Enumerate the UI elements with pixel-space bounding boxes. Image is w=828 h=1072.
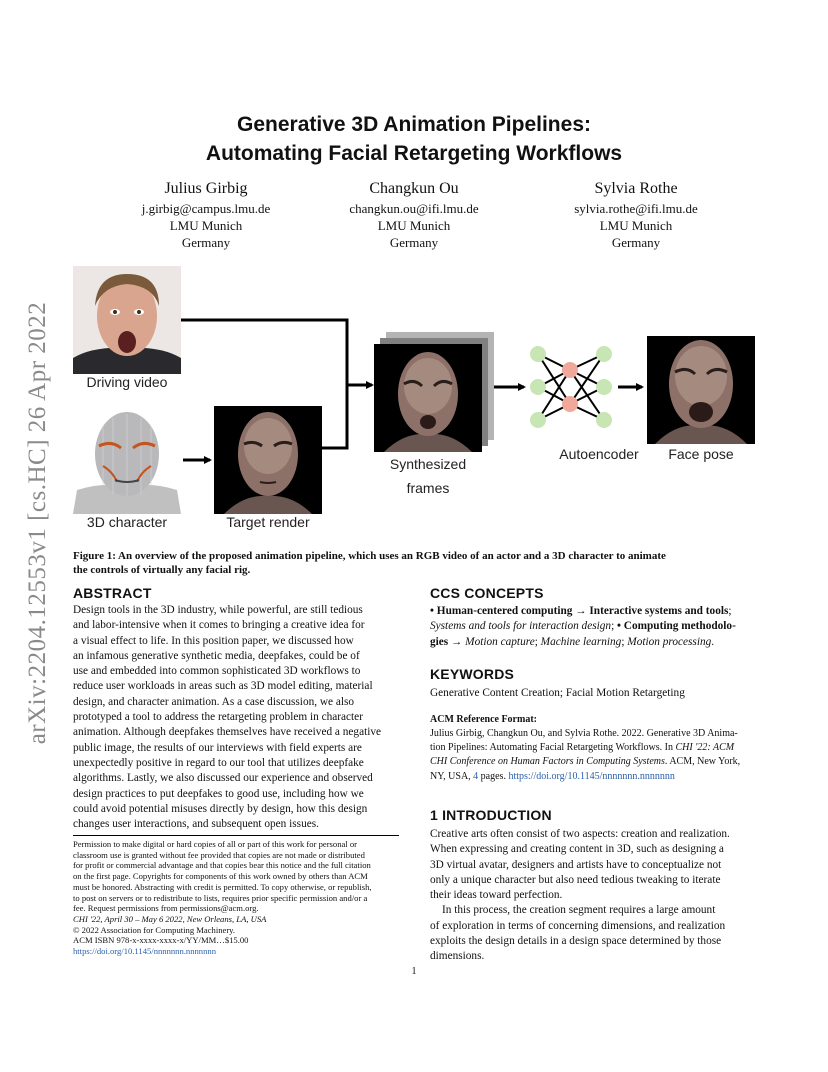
introduction-body [430, 827, 758, 965]
ccs-separator: ; [728, 605, 732, 617]
face-pose-image [647, 336, 755, 444]
abstract-line: an infamous generative synthetic media, deepfakes, could be of [73, 649, 360, 662]
intro-line: dimensions. [430, 950, 485, 963]
ccs-separator: ; [621, 635, 628, 648]
intro-line: only a unique character but also need tedious tweaking to iterate [430, 873, 721, 886]
author-email[interactable]: sylvia.rothe@ifi.lmu.de [574, 201, 698, 216]
copyright-line: © 2022 Association for Computing Machinery. [73, 924, 236, 935]
acm-ref-line: NY, USA, [430, 770, 474, 782]
intro-line: In this process, the creation segment requires a large amount [442, 904, 716, 917]
ccs-concept-2: • Computing methodolo- [617, 620, 736, 633]
author-email[interactable]: j.girbig@campus.lmu.de [141, 201, 271, 216]
acm-ref-line: . ACM, New York, [664, 756, 741, 768]
permission-line: to post on servers or to redistribute to lists, requires prior specific permission and/or a [73, 892, 368, 903]
author-affiliation: LMU Munich [599, 218, 673, 233]
face-pose-label: Face pose [668, 446, 734, 462]
ccs-separator: ; [611, 620, 618, 633]
intro-line: Creative arts often consist of two aspects: creation and realization. [430, 828, 730, 840]
intro-line: exploits the design details in a design space determined by those [430, 935, 722, 948]
abstract-line: unexpectedly positive in regard to our tool that utilizes deepfake [73, 756, 364, 769]
abstract-line: prototyped a tool to address the retargeting problem in character [73, 711, 363, 724]
ccs-motion-processing: Motion processing [627, 635, 712, 648]
introduction-heading: 1 INTRODUCTION [430, 807, 552, 823]
arxiv-identifier-text: arXiv:2204.12553v1 [cs.HC] 26 Apr 2022 [24, 301, 51, 745]
abstract-line: public image, the results of our interviews with field experts are [73, 741, 362, 754]
input-node [530, 412, 546, 428]
intro-line: When expressing and creating content in 3D, such as designing a [430, 843, 724, 856]
doi-link[interactable]: https://doi.org/10.1145/nnnnnnn.nnnnnnn [73, 946, 216, 957]
3d-character-image [73, 406, 181, 514]
driving-video-image [73, 266, 181, 374]
acm-ref-line: pages. [478, 770, 509, 782]
synthesized-label-line-1: Synthesized [389, 456, 467, 472]
target-render-label: Target render [226, 514, 310, 530]
author-affiliation: LMU Munich [377, 218, 451, 233]
keywords-text: Generative Content Creation; Facial Motion Retargeting [430, 687, 685, 699]
abstract-line: could avoid potential misuses directly by design, how this design [73, 802, 368, 815]
author-block-2 [314, 178, 514, 251]
paper-title-line-1: Generative 3D Animation Pipelines: [237, 113, 591, 136]
synthesized-frames-label [374, 452, 482, 500]
ccs-concept-1: • Human-centered computing → Interactive systems and tools [430, 605, 729, 617]
synthesized-frame-front [374, 344, 482, 452]
author-country: Germany [181, 235, 231, 250]
autoencoder-label: Autoencoder [559, 446, 639, 462]
author-name: Sylvia Rothe [594, 180, 678, 197]
input-node [530, 346, 546, 362]
latent-node [562, 396, 578, 412]
figure-caption-line-2: the controls of virtually any facial rig. [73, 564, 251, 576]
acm-ref-venue: CHI Conference on Human Factors in Computing Systems [430, 756, 665, 768]
output-node [596, 346, 612, 362]
ccs-subconcept: Systems and tools for interaction design [430, 620, 612, 633]
ccs-machine-learning: Machine learning [540, 635, 622, 648]
permission-line: classroom use is granted without fee provided that copies are not made or distributed [73, 849, 365, 860]
page-number: 1 [411, 966, 417, 977]
permission-line: for profit or commercial advantage and that copies bear this notice and the full citation [73, 860, 371, 871]
footnote-rule [73, 835, 399, 836]
ccs-motion-capture: Motion capture [465, 635, 535, 648]
author-name: Changkun Ou [369, 180, 459, 197]
acm-ref-line: tion Pipelines: Automating Facial Retargeting Workflows. In [430, 742, 676, 754]
ccs-arrow: → [448, 635, 466, 648]
permission-line: must be honored. Abstracting with credit is permitted. To copy otherwise, or republish, [73, 881, 372, 892]
input-node [530, 379, 546, 395]
paper-title-line-2: Automating Facial Retargeting Workflows [205, 142, 623, 165]
ccs-separator: ; [534, 635, 541, 648]
author-affiliation: LMU Munich [169, 218, 243, 233]
abstract-body [73, 603, 399, 832]
author-name: Julius Girbig [164, 180, 248, 197]
target-render-image [214, 406, 322, 514]
acm-ref-pages[interactable]: 4 [473, 770, 479, 782]
author-country: Germany [389, 235, 439, 250]
acm-ref-doi-link[interactable]: https://doi.org/10.1145/nnnnnnn.nnnnnnn [508, 770, 675, 782]
acm-ref-heading: ACM Reference Format: [430, 714, 537, 725]
permission-line: fee. Request permissions from permissions@acm.org. [73, 903, 259, 914]
ccs-concept-2-cont: gies [430, 635, 449, 648]
author-email[interactable]: changkun.ou@ifi.lmu.de [349, 201, 479, 216]
intro-line: of exploration in terms of concerning dimensions, and realization [430, 919, 726, 932]
latent-node [562, 362, 578, 378]
figure-caption-line-1: Figure 1: An overview of the proposed animation pipeline, which uses an RGB video of an actor and a 3D character to animate [73, 550, 666, 562]
abstract-line: and labor-intensive when it comes to bringing a creative idea for [73, 619, 365, 632]
keywords-heading: KEYWORDS [430, 666, 515, 682]
autoencoder-diagram [526, 342, 618, 432]
acm-ref-venue: CHI '22: ACM [675, 742, 735, 754]
acm-ref-line: Julius Girbig, Changkun Ou, and Sylvia Rothe. 2022. Generative 3D Anima- [430, 728, 738, 739]
abstract-line: design, and character animation. As a case discussion, we also [73, 695, 355, 708]
abstract-line: design practices to put deepfakes to good use, including how we [73, 787, 364, 800]
figure-1 [0, 260, 828, 545]
acm-ref-body [430, 727, 765, 784]
output-node [596, 412, 612, 428]
figure-caption [73, 549, 763, 577]
abstract-line: changes user interactions, and subsequent open issues. [73, 818, 319, 831]
abstract-line: use and embedded into common sophisticated 3D workflows to [73, 665, 361, 678]
author-block-1 [106, 178, 306, 251]
ccs-body [430, 604, 760, 650]
author-block-3 [536, 178, 736, 251]
driving-video-label: Driving video [86, 374, 168, 390]
abstract-line: Design tools in the 3D industry, while powerful, are still tedious [73, 604, 363, 616]
output-node [596, 379, 612, 395]
intro-line: 3D virtual avatar, designers and artists have to conceptualize not [430, 858, 722, 871]
abstract-line: a visual effect to life. In this position paper, we discussed how [73, 634, 354, 647]
ccs-heading: CCS CONCEPTS [430, 585, 544, 601]
intro-line: their ideas toward perfection. [430, 889, 563, 902]
conference-line: CHI '22, April 30 – May 6 2022, New Orleans, LA, USA [73, 913, 267, 924]
permission-block [73, 839, 403, 957]
ccs-end: . [711, 635, 715, 648]
isbn-line: ACM ISBN 978-x-xxxx-xxxx-x/YY/MM…$15.00 [73, 935, 249, 946]
author-country: Germany [611, 235, 661, 250]
3d-character-label: 3D character [86, 514, 168, 530]
abstract-line: algorithms. Lastly, we also discussed our experience and observed [73, 772, 373, 785]
abstract-heading: ABSTRACT [73, 585, 152, 601]
abstract-line: animation. Although deepfakes themselves have received a negative [73, 726, 382, 739]
permission-line: Permission to make digital or hard copies of all or part of this work for personal or [73, 839, 358, 849]
driving-video-arrow [181, 320, 372, 385]
permission-line: on the first page. Copyrights for components of this work owned by others than ACM [73, 871, 368, 882]
abstract-line: reduce user workloads in areas such as 3D model editing, material [73, 680, 373, 693]
synthesized-label-line-2: frames [406, 480, 450, 496]
